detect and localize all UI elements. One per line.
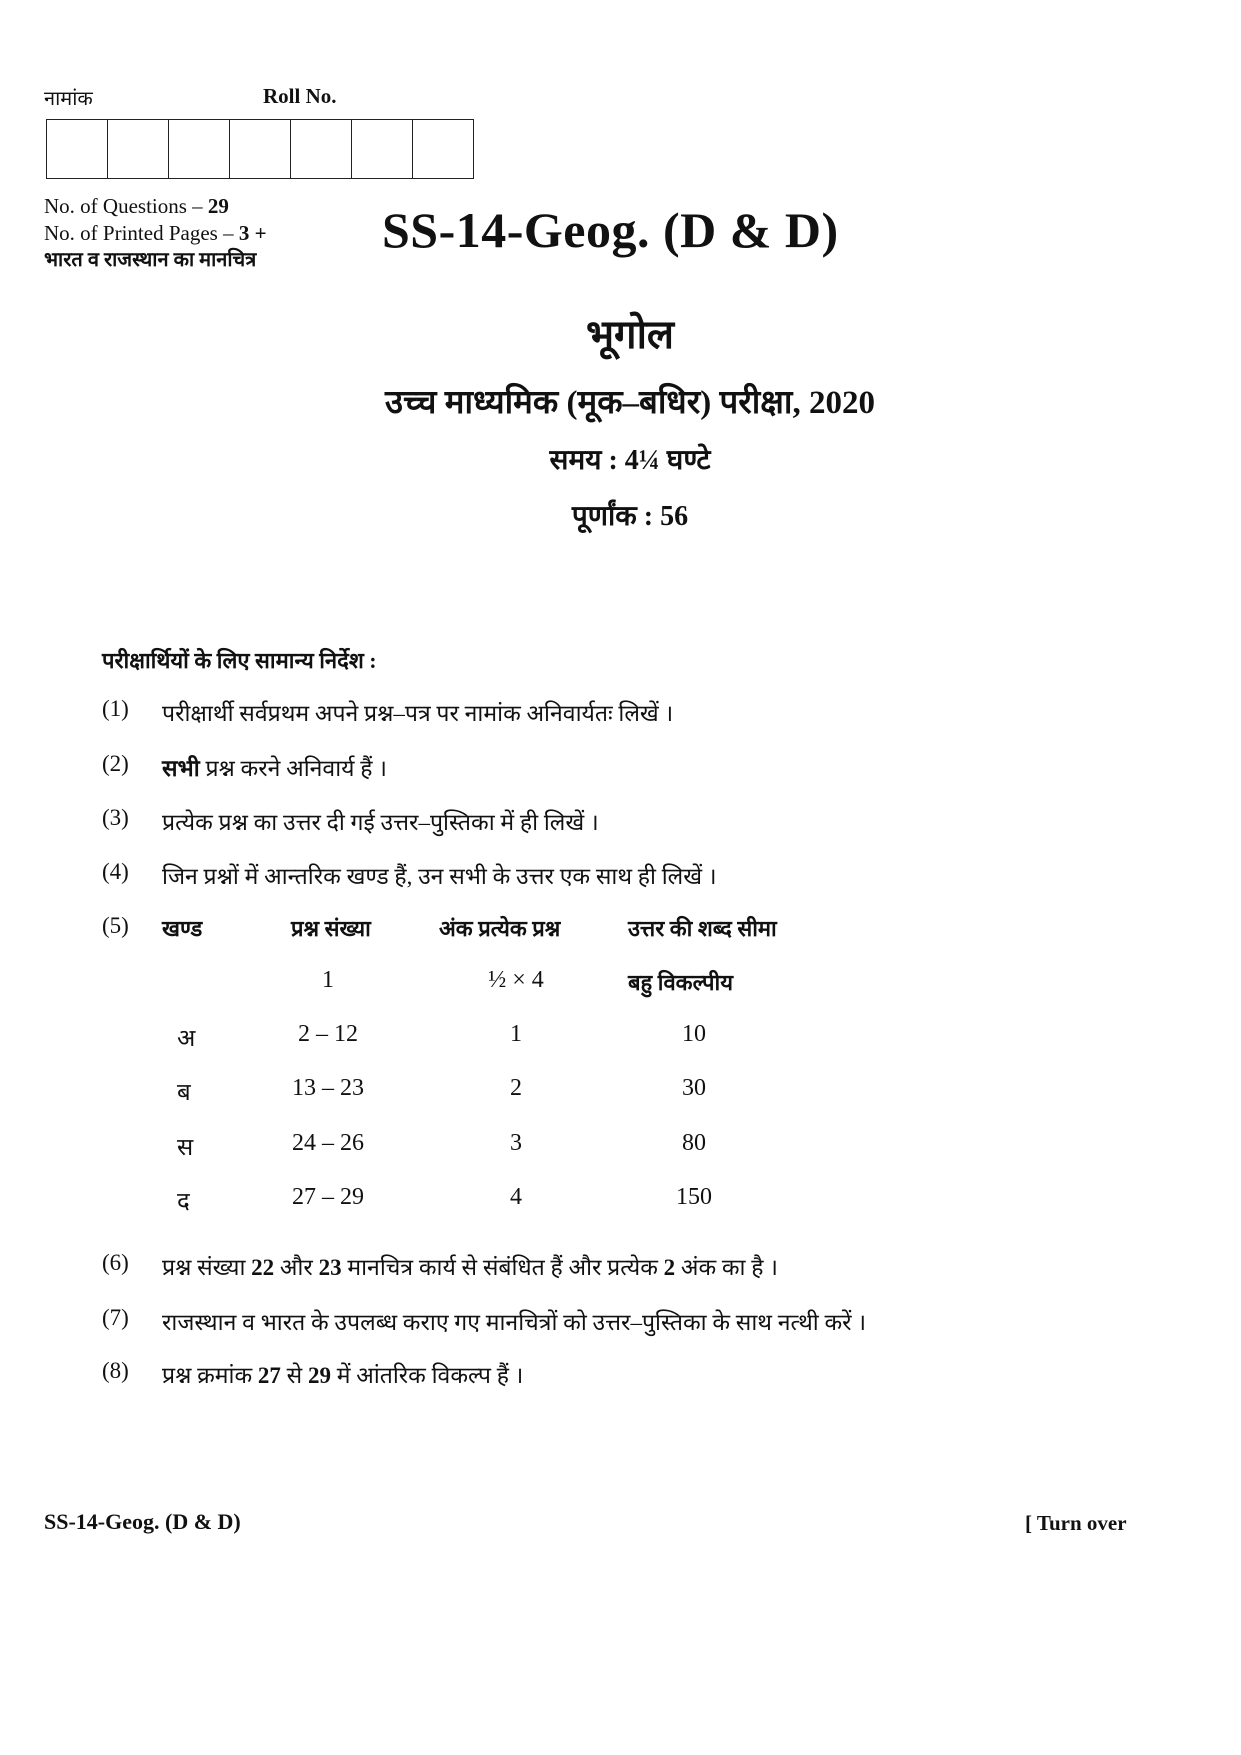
instruction-number: (2): [102, 751, 129, 776]
instructions-title: परीक्षार्थियों के लिए सामान्य निर्देश :: [102, 648, 377, 673]
pages-label: No. of Printed Pages –: [44, 221, 239, 245]
table-cell: 1: [510, 1021, 522, 1047]
questions-label: No. of Questions –: [44, 194, 208, 218]
table-cell: 2 – 12: [298, 1021, 358, 1047]
instruction-item: [102, 696, 673, 728]
paper-code: SS-14-Geog. (D & D): [382, 202, 839, 258]
instruction-bold: सभी: [162, 756, 200, 781]
instruction-part: प्रश्न क्रमांक: [162, 1363, 258, 1388]
instruction-text: [162, 1250, 778, 1282]
instruction-number: (8): [102, 1358, 129, 1383]
instruction-number: (3): [102, 805, 129, 830]
marks-label: पूर्णांक :: [571, 501, 661, 532]
instruction-part: और: [274, 1255, 319, 1280]
questions-value: 29: [207, 194, 229, 218]
time-label: समय :: [549, 445, 625, 476]
instruction-item: [102, 1250, 778, 1282]
table-header: प्रश्न संख्या: [291, 916, 371, 941]
instruction-number: (7): [102, 1305, 129, 1330]
table-header: अंक प्रत्येक प्रश्न: [439, 916, 561, 941]
pages-value: 3 +: [238, 221, 267, 245]
table-cell: बहु विकल्पीय: [628, 970, 733, 995]
table-header: खण्ड: [162, 916, 203, 941]
table-header: उत्तर की शब्द सीमा: [628, 916, 777, 941]
instruction-bold: 2: [663, 1255, 676, 1280]
table-cell: 30: [682, 1075, 706, 1101]
table-cell: द: [177, 1189, 190, 1215]
marks-value: 56: [660, 501, 689, 532]
instruction-item: [102, 1305, 866, 1337]
instruction-number: (4): [102, 859, 129, 884]
instruction-text: राजस्थान व भारत के उपलब्ध कराए गए मानचित्रों को उत्तर–पुस्तिका के साथ नत्थी करें ।: [162, 1310, 867, 1335]
max-marks: [300, 496, 960, 534]
instruction-text: प्रत्येक प्रश्न का उत्तर दी गई उत्तर–पुस्तिका में ही लिखें ।: [162, 810, 599, 835]
table-cell: 4: [510, 1184, 522, 1210]
instruction-text: जिन प्रश्नों में आन्तरिक खण्ड हैं, उन सभी के उत्तर एक साथ ही लिखें ।: [162, 864, 717, 889]
table-cell: ब: [177, 1080, 191, 1106]
exam-time: [300, 440, 960, 478]
roll-box[interactable]: [413, 120, 473, 178]
table-cell: 150: [676, 1184, 712, 1210]
instruction-item: [102, 1358, 523, 1390]
instruction-part: प्रश्न संख्या: [162, 1255, 252, 1280]
instruction-part: से: [280, 1363, 308, 1388]
roll-box[interactable]: [352, 120, 413, 178]
instruction-bold: 22: [251, 1255, 275, 1280]
roll-box[interactable]: [291, 120, 352, 178]
instruction-bold: 29: [307, 1363, 331, 1388]
time-value: 4¼ घण्टे: [624, 445, 711, 476]
table-cell: अ: [177, 1026, 196, 1052]
instruction-item: [102, 805, 599, 837]
roll-box[interactable]: [47, 120, 108, 178]
table-cell: 24 – 26: [292, 1130, 364, 1156]
instruction-text: [162, 1358, 523, 1390]
turn-over-note: [ Turn over: [1025, 1511, 1127, 1535]
table-cell: 13 – 23: [292, 1075, 364, 1101]
table-cell: ½ × 4: [488, 967, 544, 993]
table-cell: 27 – 29: [292, 1184, 364, 1210]
table-cell: स: [177, 1135, 194, 1161]
table-cell: 80: [682, 1130, 706, 1156]
instruction-number: (1): [102, 696, 129, 721]
exam-name: उच्च माध्यमिक (मूक–बधिर) परीक्षा, 2020: [385, 385, 875, 421]
paper-meta: [44, 193, 267, 274]
instruction-number: (5): [102, 913, 129, 938]
instruction-text: परीक्षार्थी सर्वप्रथम अपने प्रश्न–पत्र पर नामांक अनिवार्यतः लिखें ।: [162, 701, 674, 726]
roll-number-label-hindi: नामांक: [44, 88, 93, 110]
instruction-text: [162, 751, 387, 783]
instruction-number: (6): [102, 1250, 129, 1275]
footer-paper-code: SS-14-Geog. (D & D): [44, 1509, 241, 1534]
instruction-item: [102, 751, 387, 783]
instruction-bold: 23: [318, 1255, 342, 1280]
number-of-questions: [44, 193, 267, 220]
number-of-pages: [44, 220, 267, 247]
instruction-part: अंक का है ।: [675, 1255, 778, 1280]
roll-box[interactable]: [108, 120, 169, 178]
maps-note: भारत व राजस्थान का मानचित्र: [44, 249, 257, 271]
instruction-part: में आंतरिक विकल्प हैं ।: [330, 1363, 524, 1388]
roll-box[interactable]: [230, 120, 291, 178]
roll-box[interactable]: [169, 120, 230, 178]
instruction-rest: प्रश्न करने अनिवार्य हैं ।: [199, 756, 387, 781]
roll-number-boxes: [46, 119, 474, 179]
instruction-bold: 27: [257, 1363, 281, 1388]
table-cell: 2: [510, 1075, 522, 1101]
table-cell: 10: [682, 1021, 706, 1047]
roll-number-label-english: Roll No.: [263, 84, 337, 108]
instruction-part: मानचित्र कार्य से संबंधित हैं और प्रत्येक: [341, 1255, 664, 1280]
instruction-item: [102, 913, 162, 939]
table-cell: 3: [510, 1130, 522, 1156]
instruction-item: [102, 859, 717, 891]
table-cell: 1: [322, 967, 334, 993]
subject-title: भूगोल: [585, 312, 675, 357]
